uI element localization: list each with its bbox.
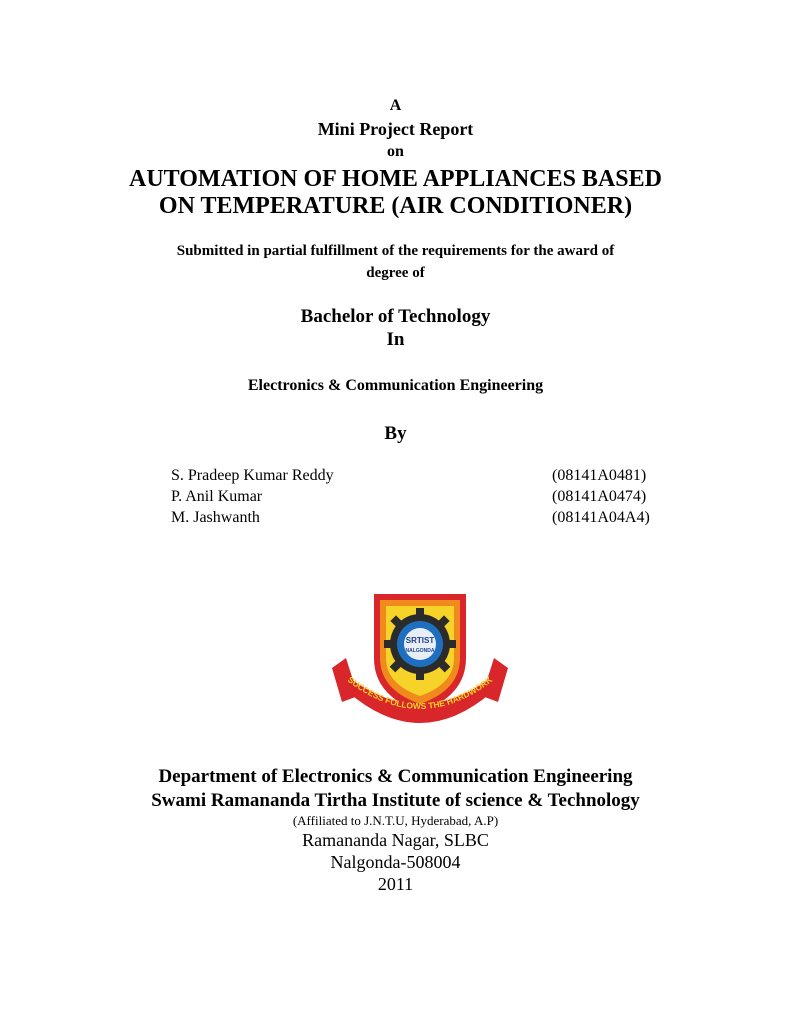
ribbon-motto: SUCCESS FOLLOWS THE HARDWORK: [345, 674, 495, 712]
author-name: P. Anil Kumar: [171, 488, 263, 505]
shield-text-srtist: SRTIST: [405, 636, 435, 645]
department-name: Department of Electronics & Communication Engineering: [158, 766, 633, 787]
degree-name: Bachelor of Technology: [300, 306, 491, 327]
address-line2: Nalgonda-508004: [330, 852, 461, 872]
report-title-line2: ON TEMPERATURE (AIR CONDITIONER): [158, 193, 633, 219]
year: 2011: [377, 874, 414, 894]
submission-line2: degree of: [366, 265, 425, 281]
shield-text-nalgonda: NALGONDA: [405, 648, 435, 654]
submission-line1: Submitted in partial fulfillment of the requirements for the award of: [176, 243, 615, 259]
header-a: A: [389, 97, 402, 114]
address-line1: Ramananda Nagar, SLBC: [302, 830, 489, 850]
report-title-line1: AUTOMATION OF HOME APPLIANCES BASED: [129, 166, 662, 192]
institute-name: Swami Ramananda Tirtha Institute of science & Technology: [151, 790, 640, 811]
by-label: By: [384, 423, 407, 444]
institute-logo: [328, 588, 512, 728]
degree-in: In: [386, 329, 405, 350]
author-name: M. Jashwanth: [171, 509, 260, 526]
author-roll-number: (08141A0481): [552, 467, 647, 484]
report-type: Mini Project Report: [317, 119, 474, 139]
author-roll-number: (08141A0474): [552, 488, 647, 505]
affiliation: (Affiliated to J.N.T.U, Hyderabad, A.P): [292, 813, 499, 828]
header-on: on: [387, 143, 404, 160]
author-roll-number: (08141A04A4): [552, 509, 650, 526]
degree-branch: Electronics & Communication Engineering: [247, 377, 544, 394]
author-name: S. Pradeep Kumar Reddy: [171, 467, 334, 484]
